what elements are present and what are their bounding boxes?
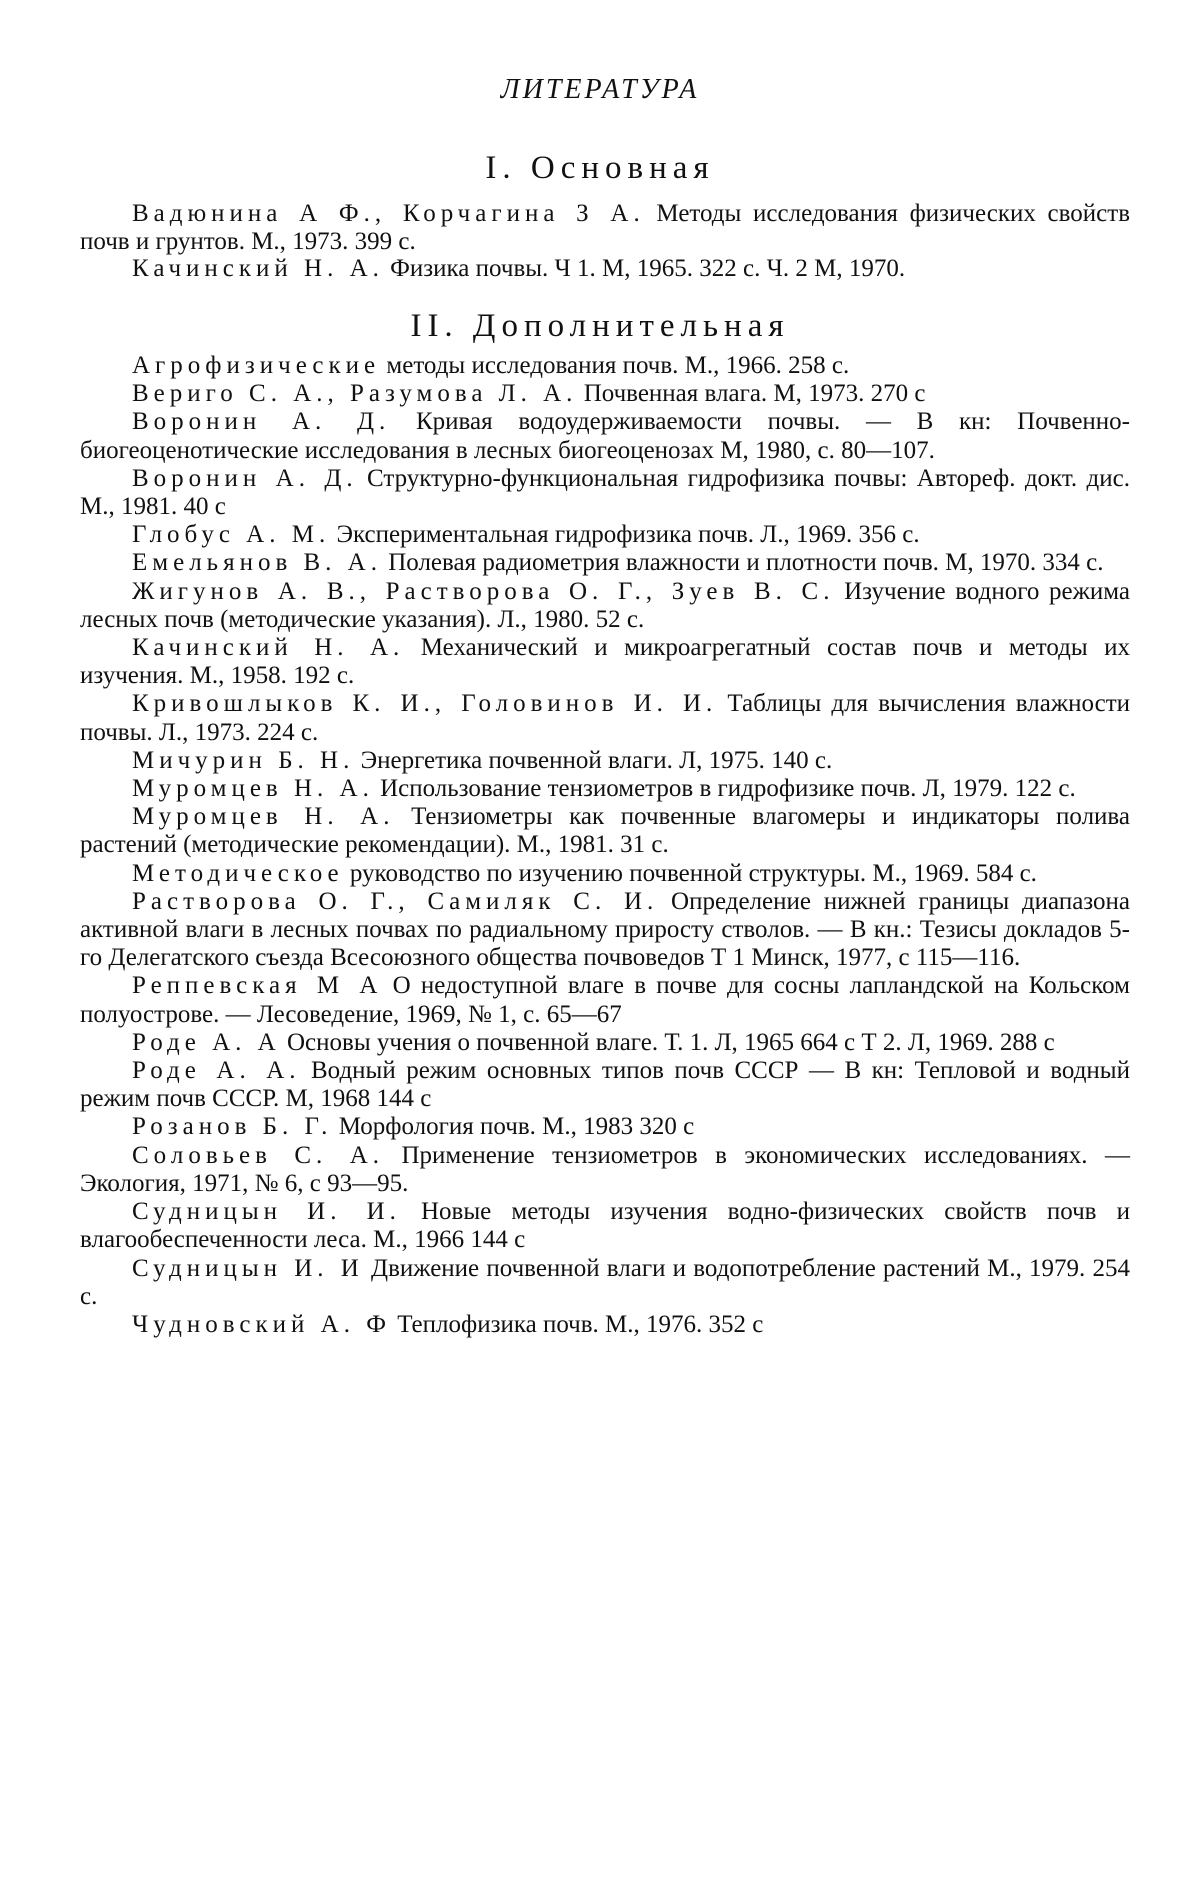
reference-entry [80, 775, 1130, 803]
reference-author: Воронин А. Д. [132, 464, 358, 492]
reference-entry [80, 1311, 1130, 1339]
main-references-list [80, 200, 1130, 283]
reference-entry [80, 1029, 1130, 1057]
reference-author: Муромцев Н. А. [132, 775, 374, 803]
section-heading-main: I. Основная [485, 150, 715, 186]
reference-text: Кривая водоудерживаемости почвы. — В кн: Почвенно-биогеоценотические исследования в лесных биогеоценозах М, 1980, с. 80—107. [80, 408, 1131, 464]
reference-text: Новые методы изучения водно-физических свойств почв и влагообеспеченности леса. М., 1966 144 с [80, 1198, 1130, 1254]
reference-entry [80, 888, 1130, 973]
reference-text: Структурно-функциональная гидрофизика почвы: Автореф. докт. дис. М., 1981. 40 с [80, 464, 1130, 521]
reference-author: Воронин А. Д. [132, 408, 391, 436]
reference-text: Методы исследования физических свойств почв и грунтов. М., 1973. 399 с. [80, 200, 1130, 255]
reference-text: Использование тензиометров в гидрофизике почв. Л, 1979. 122 с. [373, 775, 1076, 803]
reference-entry [80, 634, 1130, 690]
reference-author: Растворова О. Г., Самиляк С. И. [132, 887, 659, 915]
reference-entry [80, 549, 1130, 577]
reference-text: Водный режим основных типов почв СССР — В кн: Тепловой и водный режим почв СССР. М, 1968 144 с [80, 1057, 1130, 1113]
reference-entry [80, 972, 1130, 1028]
reference-text: Теплофизика почв. М., 1976. 352 с [390, 1310, 764, 1338]
reference-text: Экспериментальная гидрофизика почв. Л., 1969. 356 с. [330, 521, 920, 549]
reference-author: Реппевская М А [132, 972, 383, 1000]
reference-author: Вериго С. А., Разумова Л. А. [132, 380, 578, 408]
reference-author: Качинский Н. А. [132, 255, 384, 283]
reference-entry [80, 578, 1130, 634]
reference-text: Таблицы для вычисления влажности почвы. Л., 1973. 224 с. [80, 690, 1130, 746]
reference-author: Роде А. А. [132, 1057, 301, 1085]
reference-entry [80, 521, 1130, 549]
reference-author: Роде А. А [132, 1028, 281, 1056]
reference-text: Тензиометры как почвенные влагомеры и индикаторы полива растений (методические рекомендации). М., 1981. 31 с. [80, 803, 1130, 859]
section-heading-additional: II. Дополнительная [410, 308, 790, 344]
reference-entry [80, 408, 1130, 464]
reference-entry [80, 1142, 1130, 1198]
reference-author: Муромцев Н. А. [132, 803, 395, 831]
reference-text: Механический и микроагрегатный состав почв и методы их изучения. М., 1958. 192 с. [80, 634, 1130, 690]
reference-entry [80, 860, 1130, 888]
reference-entry [80, 747, 1130, 775]
reference-text: Основы учения о почвенной влаге. Т. 1. Л, 1965 664 с Т 2. Л, 1969. 288 с [280, 1028, 1055, 1056]
reference-entry [80, 1198, 1130, 1254]
reference-text: Применение тензиометров в экономических исследованиях. — Экология, 1971, № 6, с 93—95. [80, 1141, 1130, 1197]
reference-text: Почвенная влага. М, 1973. 270 с [577, 380, 926, 408]
reference-author: Вадюнина А Ф., Корчагина З А. [132, 200, 645, 227]
page-title: ЛИТЕРАТУРА [500, 74, 700, 105]
reference-text: руководство по изучению почвенной структуры. М., 1969. 584 с. [343, 859, 1037, 887]
reference-author: Глобус А. М. [132, 521, 331, 549]
reference-author: Мичурин Б. Н. [132, 746, 355, 774]
reference-entry [80, 1113, 1130, 1141]
reference-text: Полевая радиометрия влажности и плотности почв. М, 1970. 334 с. [381, 549, 1104, 577]
reference-author: Судницын И. И [132, 1254, 364, 1282]
reference-author: Жигунов А. В., Растворова О. Г., Зуев В. С. [132, 577, 835, 605]
reference-text: Морфология почв. М., 1983 320 с [332, 1113, 695, 1141]
reference-text: Определение нижней границы диапазона активной влаги в лесных почвах по радиальному приросту стволов. — В кн.: Тезисы докладов 5-го Делегатского съезда Всесоюзного общества почвоведов Т 1 Минск, 1977, с 115—116. [80, 887, 1130, 972]
reference-author: Качинский Н. А. [132, 634, 405, 662]
reference-author: Агрофизические [132, 352, 381, 379]
reference-text: Энергетика почвенной влаги. Л, 1975. 140 с. [354, 746, 833, 774]
reference-entry [80, 380, 1130, 408]
reference-author: Емельянов В. А. [132, 549, 382, 577]
reference-entry [80, 1255, 1130, 1311]
reference-text: методы исследования почв. М., 1966. 258 с. [380, 352, 850, 379]
reference-entry [80, 255, 1130, 283]
reference-author: Розанов Б. Г. [132, 1113, 333, 1141]
reference-entry [80, 690, 1130, 746]
reference-entry [80, 1057, 1130, 1113]
reference-entry [80, 465, 1130, 521]
reference-author: Соловьев С. А. [132, 1141, 385, 1169]
reference-entry [80, 352, 1130, 380]
reference-text: О недоступной влаге в почве для сосны лапландской на Кольском полуострове. — Лесоведение, 1969, № 1, с. 65—67 [80, 972, 1130, 1028]
reference-text: Движение почвенной влаги и водопотребление растений М., 1979. 254 с. [80, 1254, 1131, 1310]
reference-author: Судницын И. И. [132, 1198, 401, 1226]
reference-author: Кривошлыков К. И., Головинов И. И. [132, 690, 718, 718]
reference-author: Чудновский А. Ф [132, 1310, 391, 1338]
reference-entry [80, 803, 1130, 859]
reference-entry [80, 200, 1130, 255]
reference-author: Методическое [132, 859, 344, 887]
reference-text: Изучение водного режима лесных почв (методические указания). Л., 1980. 52 с. [80, 577, 1130, 633]
additional-references-list [80, 352, 1130, 1339]
reference-text: Физика почвы. Ч 1. М, 1965. 322 с. Ч. 2 М, 1970. [383, 255, 906, 283]
